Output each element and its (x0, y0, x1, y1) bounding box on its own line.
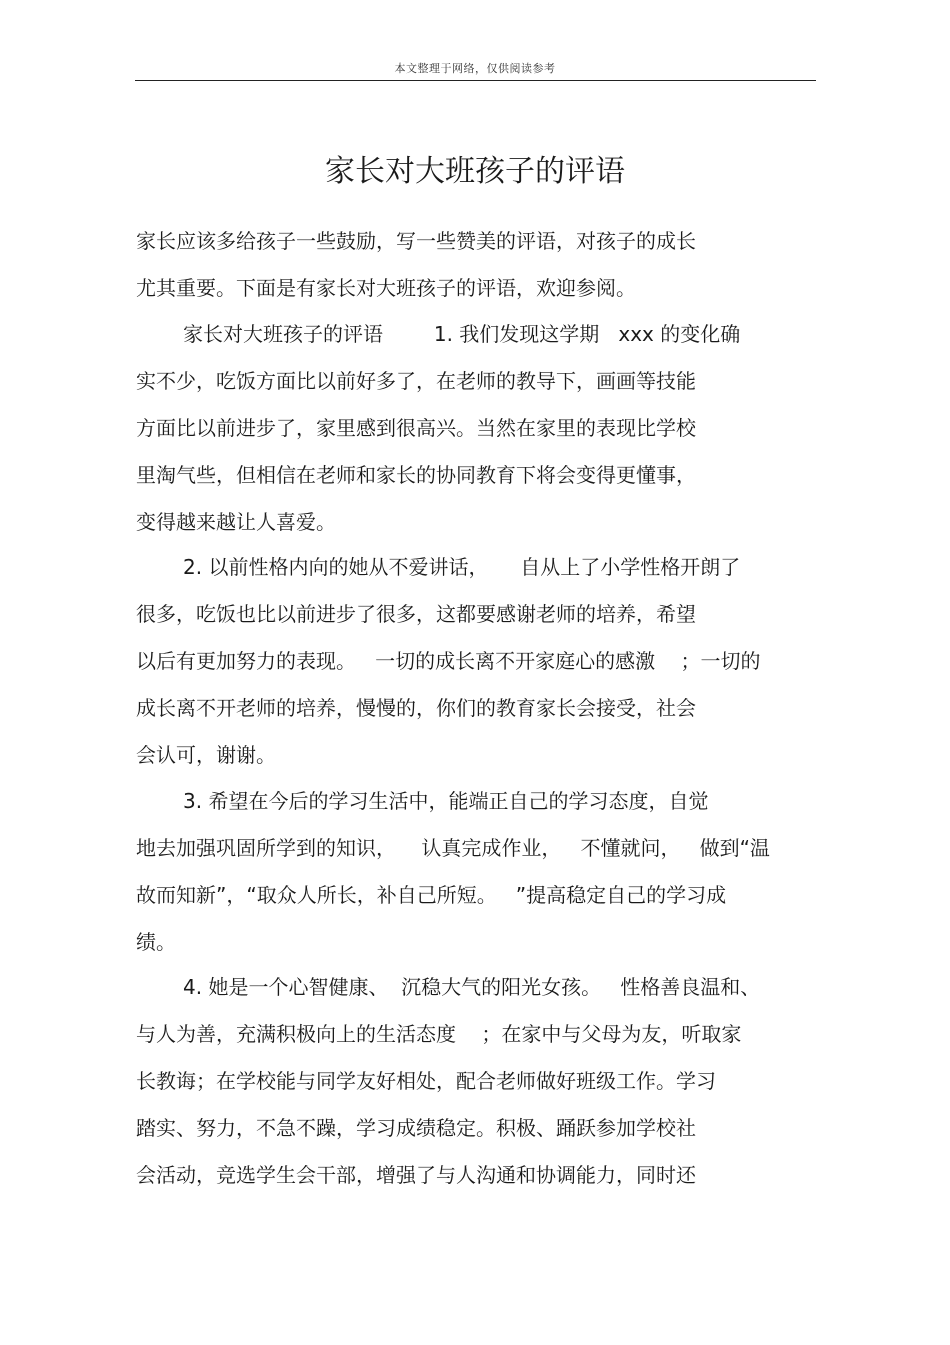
header-note: 本文整理于网络，仅供阅读参考 (394, 62, 556, 75)
paragraph-line: 2. 以前性格内向的她从不爱讲话， 自从上了小学性格开朗了 (183, 555, 741, 579)
paragraph-line: 会认可，谢谢。 (136, 743, 276, 767)
paragraph-line: 很多，吃饭也比以前进步了很多，这都要感谢老师的培养，希望 (136, 602, 696, 626)
paragraph-line: 实不少，吃饭方面比以前好多了，在老师的教导下，画画等技能 (136, 369, 696, 393)
paragraph-line: 变得越来越让人喜爱。 (136, 510, 336, 534)
document-title: 家长对大班孩子的评语 (325, 154, 625, 189)
paragraph-line: 与人为善，充满积极向上的生活态度 ；在家中与父母为友，听取家 (136, 1022, 742, 1046)
paragraph-line: 绩。 (136, 930, 176, 954)
paragraph-line: 家长对大班孩子的评语 1. 我们发现这学期 xxx 的变化确 (183, 322, 741, 346)
paragraph-line: 里淘气些，但相信在老师和家长的协同教育下将会变得更懂事， (136, 463, 696, 487)
paragraph-line: 踏实、努力，不急不躁，学习成绩稳定。积极、踊跃参加学校社 (136, 1116, 696, 1140)
paragraph-line: 方面比以前进步了，家里感到很高兴。当然在家里的表现比学校 (136, 416, 696, 440)
paragraph-line: 以后有更加努力的表现。 一切的成长离不开家庭心的感激 ；一切的 (136, 649, 761, 673)
paragraph-line: 长教诲；在学校能与同学友好相处，配合老师做好班级工作。学习 (136, 1069, 716, 1093)
paragraph-line: 3. 希望在今后的学习生活中，能端正自己的学习态度，自觉 (183, 789, 709, 813)
header-divider (135, 80, 816, 81)
paragraph-line: 4. 她是一个心智健康、 沉稳大气的阳光女孩。 性格善良温和、 (183, 975, 761, 999)
paragraph-line: 会活动，竞选学生会干部，增强了与人沟通和协调能力，同时还 (136, 1163, 696, 1187)
paragraph-line: 尤其重要。下面是有家长对大班孩子的评语，欢迎参阅。 (136, 276, 636, 300)
paragraph-line: 地去加强巩固所学到的知识， 认真完成作业， 不懂就问， 做到“温 (136, 836, 770, 860)
paragraph-line: 家长应该多给孩子一些鼓励，写一些赞美的评语，对孩子的成长 (136, 229, 696, 253)
paragraph-line: 故而知新”，“取众人所长，补自己所短。 ”提高稳定自己的学习成 (136, 883, 727, 907)
paragraph-line: 成长离不开老师的培养，慢慢的，你们的教育家长会接受，社会 (136, 696, 696, 720)
